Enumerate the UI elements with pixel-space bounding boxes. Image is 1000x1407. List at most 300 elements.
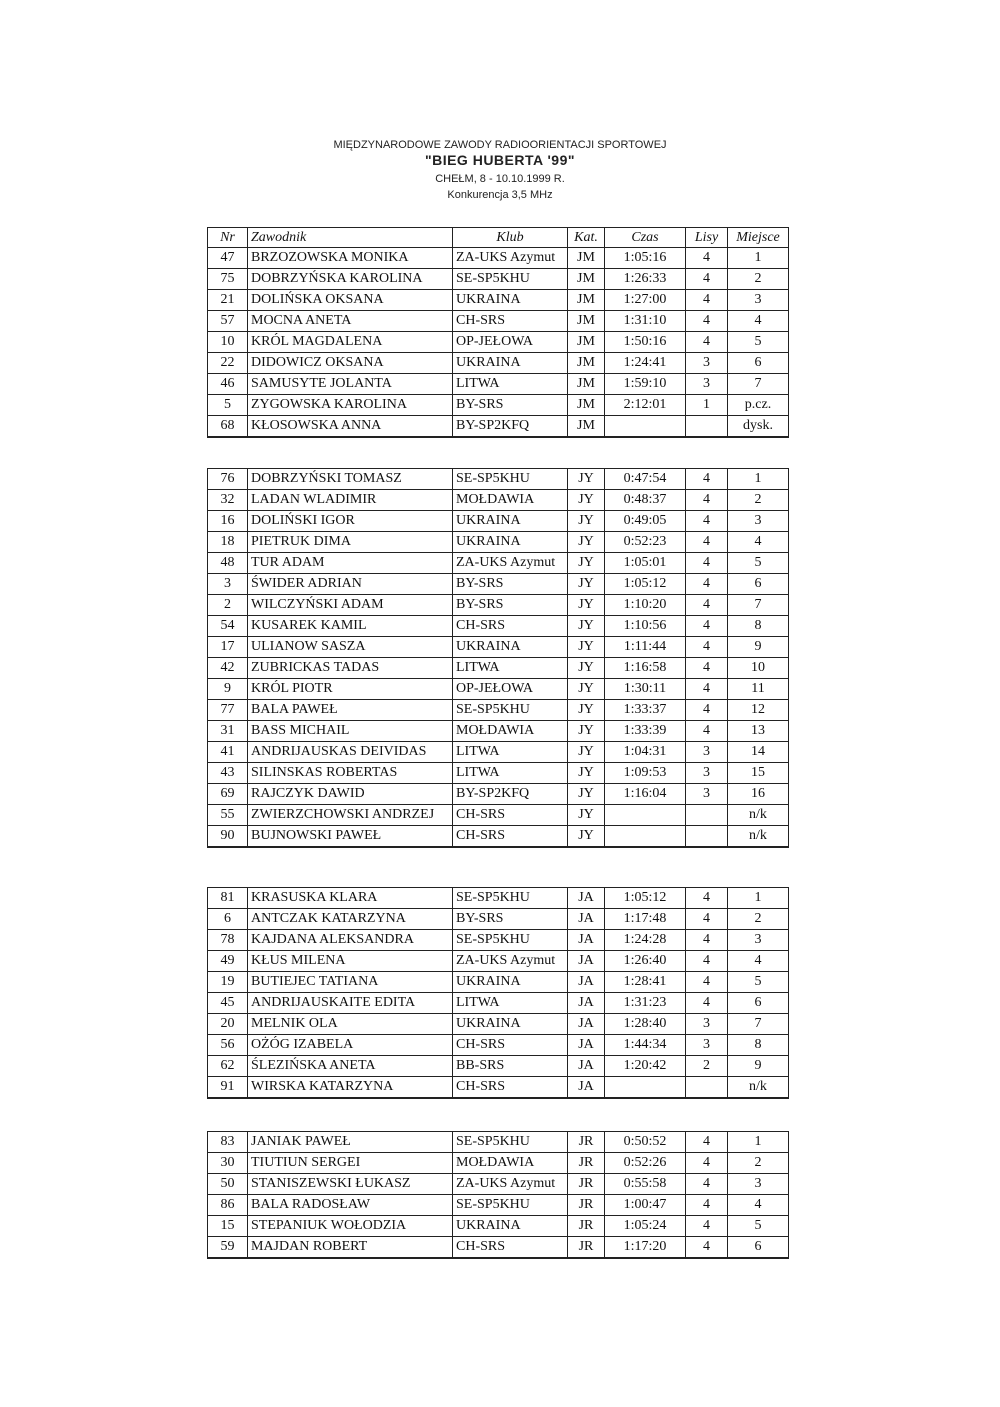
cell-lisy	[686, 416, 728, 438]
table-row	[208, 332, 789, 353]
event-place-date: CHEŁM, 8 - 10.10.1999 R.	[435, 173, 565, 185]
cell-lisy: 4	[686, 332, 728, 353]
cell-lisy: 4	[686, 1216, 728, 1237]
cell-lisy: 4	[686, 1153, 728, 1174]
cell-czas: 1:05:12	[605, 888, 686, 909]
cell-zawodnik: MELNIK OLA	[248, 1014, 453, 1035]
cell-lisy: 4	[686, 930, 728, 951]
event-name: "BIEG HUBERTA '99"	[424, 152, 576, 168]
cell-lisy: 4	[686, 311, 728, 332]
cell-nr: 47	[208, 248, 248, 269]
cell-kat: JY	[568, 532, 605, 553]
cell-zawodnik: ANDRIJAUSKAS DEIVIDAS	[248, 742, 453, 763]
cell-miejsce: 10	[728, 658, 789, 679]
cell-nr: 49	[208, 951, 248, 972]
cell-zawodnik: KŁOSOWSKA ANNA	[248, 416, 453, 438]
cell-zawodnik: STEPANIUK WOŁODZIA	[248, 1216, 453, 1237]
cell-miejsce: 1	[728, 248, 789, 269]
cell-miejsce: 1	[728, 888, 789, 909]
column-header-nr: Nr	[208, 228, 248, 248]
cell-lisy: 3	[686, 353, 728, 374]
table-row	[208, 972, 789, 993]
cell-zawodnik: JANIAK PAWEŁ	[248, 1132, 453, 1153]
cell-kat: JY	[568, 742, 605, 763]
cell-zawodnik: TIUTIUN SERGEI	[248, 1153, 453, 1174]
cell-zawodnik: BASS MICHAIL	[248, 721, 453, 742]
cell-miejsce: 1	[728, 469, 789, 490]
cell-lisy: 4	[686, 1174, 728, 1195]
cell-klub: LITWA	[453, 658, 568, 679]
cell-lisy: 3	[686, 1035, 728, 1056]
cell-klub: LITWA	[453, 763, 568, 784]
cell-kat: JM	[568, 395, 605, 416]
cell-lisy	[686, 1077, 728, 1099]
cell-kat: JY	[568, 721, 605, 742]
cell-miejsce: 9	[728, 1056, 789, 1077]
cell-kat: JY	[568, 805, 605, 826]
cell-miejsce: 12	[728, 700, 789, 721]
table-row	[208, 395, 789, 416]
cell-miejsce: 11	[728, 679, 789, 700]
cell-kat: JY	[568, 826, 605, 848]
cell-klub: MOŁDAWIA	[453, 721, 568, 742]
cell-nr: 31	[208, 721, 248, 742]
table-row	[208, 1077, 789, 1099]
cell-kat: JY	[568, 595, 605, 616]
cell-nr: 62	[208, 1056, 248, 1077]
table-row	[208, 511, 789, 532]
cell-klub: SE-SP5KHU	[453, 269, 568, 290]
cell-zawodnik: WIRSKA KATARZYNA	[248, 1077, 453, 1099]
cell-zawodnik: MAJDAN ROBERT	[248, 1237, 453, 1259]
cell-klub: LITWA	[453, 742, 568, 763]
cell-czas: 1:05:16	[605, 248, 686, 269]
table-row	[208, 637, 789, 658]
cell-czas: 0:48:37	[605, 490, 686, 511]
cell-zawodnik: SAMUSYTE JOLANTA	[248, 374, 453, 395]
cell-zawodnik: MOCNA ANETA	[248, 311, 453, 332]
cell-zawodnik: ANDRIJAUSKAITE EDITA	[248, 993, 453, 1014]
cell-klub: ZA-UKS Azymut	[453, 248, 568, 269]
cell-zawodnik: DOLIŃSKA OKSANA	[248, 290, 453, 311]
cell-klub: CH-SRS	[453, 311, 568, 332]
column-header-miejsce: Miejsce	[728, 228, 789, 248]
table-row	[208, 1216, 789, 1237]
cell-zawodnik: WILCZYŃSKI ADAM	[248, 595, 453, 616]
cell-klub: OP-JEŁOWA	[453, 332, 568, 353]
cell-nr: 43	[208, 763, 248, 784]
cell-klub: UKRAINA	[453, 637, 568, 658]
cell-nr: 20	[208, 1014, 248, 1035]
table-row	[208, 248, 789, 269]
cell-lisy: 4	[686, 248, 728, 269]
cell-czas: 1:33:37	[605, 700, 686, 721]
cell-czas: 1:10:56	[605, 616, 686, 637]
cell-lisy: 4	[686, 490, 728, 511]
cell-nr: 17	[208, 637, 248, 658]
cell-kat: JY	[568, 637, 605, 658]
cell-klub: BY-SRS	[453, 574, 568, 595]
cell-czas: 2:12:01	[605, 395, 686, 416]
table-row	[208, 269, 789, 290]
cell-nr: 15	[208, 1216, 248, 1237]
cell-czas	[605, 416, 686, 438]
cell-miejsce: 13	[728, 721, 789, 742]
table-row	[208, 826, 789, 848]
cell-zawodnik: BALA PAWEŁ	[248, 700, 453, 721]
cell-zawodnik: RAJCZYK DAWID	[248, 784, 453, 805]
cell-klub: UKRAINA	[453, 972, 568, 993]
cell-czas: 1:28:40	[605, 1014, 686, 1035]
cell-czas: 1:11:44	[605, 637, 686, 658]
cell-klub: BY-SP2KFQ	[453, 784, 568, 805]
cell-kat: JY	[568, 511, 605, 532]
cell-klub: UKRAINA	[453, 290, 568, 311]
cell-klub: MOŁDAWIA	[453, 1153, 568, 1174]
cell-nr: 32	[208, 490, 248, 511]
cell-nr: 57	[208, 311, 248, 332]
cell-miejsce: 6	[728, 993, 789, 1014]
cell-lisy: 4	[686, 290, 728, 311]
cell-zawodnik: DOBRZYŃSKA KAROLINA	[248, 269, 453, 290]
cell-zawodnik: ZYGOWSKA KAROLINA	[248, 395, 453, 416]
cell-lisy: 4	[686, 679, 728, 700]
cell-lisy: 4	[686, 637, 728, 658]
cell-czas: 1:26:33	[605, 269, 686, 290]
cell-klub: SE-SP5KHU	[453, 700, 568, 721]
table-row	[208, 616, 789, 637]
cell-czas: 1:16:04	[605, 784, 686, 805]
cell-zawodnik: OŻÓG IZABELA	[248, 1035, 453, 1056]
cell-kat: JA	[568, 1035, 605, 1056]
cell-czas: 1:24:41	[605, 353, 686, 374]
cell-czas: 1:31:10	[605, 311, 686, 332]
cell-kat: JY	[568, 616, 605, 637]
cell-czas: 1:20:42	[605, 1056, 686, 1077]
cell-czas: 1:17:20	[605, 1237, 686, 1259]
cell-miejsce: 5	[728, 1216, 789, 1237]
table-row	[208, 951, 789, 972]
cell-klub: BY-SRS	[453, 909, 568, 930]
cell-miejsce: 5	[728, 553, 789, 574]
table-header-row	[208, 228, 789, 248]
cell-kat: JR	[568, 1132, 605, 1153]
column-header-lisy: Lisy	[686, 228, 728, 248]
cell-miejsce: 8	[728, 1035, 789, 1056]
table-row	[208, 1014, 789, 1035]
cell-klub: CH-SRS	[453, 616, 568, 637]
cell-miejsce: 15	[728, 763, 789, 784]
cell-nr: 41	[208, 742, 248, 763]
cell-zawodnik: BRZOZOWSKA MONIKA	[248, 248, 453, 269]
cell-zawodnik: DOLIŃSKI IGOR	[248, 511, 453, 532]
cell-kat: JY	[568, 763, 605, 784]
cell-kat: JR	[568, 1153, 605, 1174]
cell-czas: 1:30:11	[605, 679, 686, 700]
cell-nr: 77	[208, 700, 248, 721]
cell-czas: 1:33:39	[605, 721, 686, 742]
cell-czas	[605, 1077, 686, 1099]
cell-miejsce: 7	[728, 595, 789, 616]
cell-klub: BY-SRS	[453, 395, 568, 416]
cell-miejsce: 2	[728, 909, 789, 930]
cell-czas: 0:50:52	[605, 1132, 686, 1153]
event-competition: Konkurencja 3,5 MHz	[447, 189, 553, 201]
cell-klub: UKRAINA	[453, 532, 568, 553]
cell-zawodnik: DOBRZYŃSKI TOMASZ	[248, 469, 453, 490]
cell-klub: ZA-UKS Azymut	[453, 1174, 568, 1195]
cell-kat: JM	[568, 416, 605, 438]
cell-klub: OP-JEŁOWA	[453, 679, 568, 700]
cell-kat: JR	[568, 1195, 605, 1216]
table-row	[208, 784, 789, 805]
cell-miejsce: 4	[728, 311, 789, 332]
cell-lisy: 3	[686, 763, 728, 784]
cell-lisy: 3	[686, 1014, 728, 1035]
cell-zawodnik: PIETRUK DIMA	[248, 532, 453, 553]
cell-zawodnik: ŚWIDER ADRIAN	[248, 574, 453, 595]
cell-czas: 0:55:58	[605, 1174, 686, 1195]
cell-czas: 1:27:00	[605, 290, 686, 311]
cell-kat: JR	[568, 1237, 605, 1259]
table-row	[208, 374, 789, 395]
cell-kat: JM	[568, 269, 605, 290]
cell-kat: JY	[568, 679, 605, 700]
table-row	[208, 805, 789, 826]
cell-klub: CH-SRS	[453, 1035, 568, 1056]
cell-kat: JM	[568, 311, 605, 332]
cell-lisy: 4	[686, 721, 728, 742]
cell-lisy: 4	[686, 532, 728, 553]
cell-zawodnik: KRÓL MAGDALENA	[248, 332, 453, 353]
cell-klub: BY-SP2KFQ	[453, 416, 568, 438]
cell-czas: 0:47:54	[605, 469, 686, 490]
table-row	[208, 490, 789, 511]
cell-nr: 22	[208, 353, 248, 374]
cell-czas: 1:05:01	[605, 553, 686, 574]
cell-lisy: 3	[686, 374, 728, 395]
cell-miejsce: 6	[728, 1237, 789, 1259]
cell-kat: JY	[568, 658, 605, 679]
cell-nr: 48	[208, 553, 248, 574]
cell-lisy: 4	[686, 1237, 728, 1259]
column-header-klub: Klub	[453, 228, 568, 248]
cell-kat: JM	[568, 290, 605, 311]
column-header-czas: Czas	[605, 228, 686, 248]
cell-klub: SE-SP5KHU	[453, 930, 568, 951]
results-table-jy	[207, 468, 789, 848]
cell-kat: JR	[568, 1216, 605, 1237]
cell-lisy	[686, 805, 728, 826]
cell-lisy: 3	[686, 784, 728, 805]
cell-nr: 83	[208, 1132, 248, 1153]
cell-miejsce: 16	[728, 784, 789, 805]
cell-nr: 9	[208, 679, 248, 700]
cell-miejsce: dysk.	[728, 416, 789, 438]
table-row	[208, 290, 789, 311]
cell-nr: 69	[208, 784, 248, 805]
cell-klub: SE-SP5KHU	[453, 1132, 568, 1153]
cell-nr: 56	[208, 1035, 248, 1056]
cell-zawodnik: ANTCZAK KATARZYNA	[248, 909, 453, 930]
cell-zawodnik: KUSAREK KAMIL	[248, 616, 453, 637]
cell-miejsce: 5	[728, 972, 789, 993]
cell-klub: CH-SRS	[453, 826, 568, 848]
table-row	[208, 993, 789, 1014]
table-row	[208, 721, 789, 742]
cell-klub: UKRAINA	[453, 1216, 568, 1237]
cell-lisy: 1	[686, 395, 728, 416]
cell-czas: 1:17:48	[605, 909, 686, 930]
table-row	[208, 1237, 789, 1259]
cell-czas: 1:05:24	[605, 1216, 686, 1237]
cell-nr: 86	[208, 1195, 248, 1216]
cell-zawodnik: ZWIERZCHOWSKI ANDRZEJ	[248, 805, 453, 826]
cell-kat: JY	[568, 490, 605, 511]
cell-czas: 1:16:58	[605, 658, 686, 679]
cell-nr: 54	[208, 616, 248, 637]
cell-kat: JR	[568, 1174, 605, 1195]
cell-kat: JM	[568, 374, 605, 395]
cell-czas: 0:49:05	[605, 511, 686, 532]
cell-czas: 1:50:16	[605, 332, 686, 353]
cell-kat: JY	[568, 469, 605, 490]
cell-miejsce: 6	[728, 353, 789, 374]
table-row	[208, 742, 789, 763]
cell-lisy: 3	[686, 742, 728, 763]
cell-lisy: 4	[686, 1195, 728, 1216]
table-row	[208, 532, 789, 553]
cell-kat: JY	[568, 553, 605, 574]
results-table-jr	[207, 1131, 789, 1259]
cell-nr: 2	[208, 595, 248, 616]
cell-klub: CH-SRS	[453, 805, 568, 826]
table-row	[208, 888, 789, 909]
table-row	[208, 1056, 789, 1077]
cell-klub: ZA-UKS Azymut	[453, 553, 568, 574]
cell-zawodnik: ZUBRICKAS TADAS	[248, 658, 453, 679]
cell-kat: JM	[568, 248, 605, 269]
cell-zawodnik: BALA RADOSŁAW	[248, 1195, 453, 1216]
cell-klub: SE-SP5KHU	[453, 469, 568, 490]
cell-miejsce: 5	[728, 332, 789, 353]
cell-czas: 1:00:47	[605, 1195, 686, 1216]
cell-miejsce: n/k	[728, 826, 789, 848]
cell-lisy: 4	[686, 595, 728, 616]
table-row	[208, 658, 789, 679]
cell-nr: 91	[208, 1077, 248, 1099]
cell-nr: 81	[208, 888, 248, 909]
cell-czas: 0:52:26	[605, 1153, 686, 1174]
cell-klub: ZA-UKS Azymut	[453, 951, 568, 972]
cell-czas: 1:26:40	[605, 951, 686, 972]
cell-lisy: 4	[686, 993, 728, 1014]
cell-nr: 55	[208, 805, 248, 826]
cell-czas: 1:31:23	[605, 993, 686, 1014]
cell-nr: 42	[208, 658, 248, 679]
cell-kat: JA	[568, 951, 605, 972]
cell-kat: JA	[568, 993, 605, 1014]
cell-lisy: 4	[686, 658, 728, 679]
cell-zawodnik: KRASUSKA KLARA	[248, 888, 453, 909]
cell-miejsce: 6	[728, 574, 789, 595]
cell-miejsce: 7	[728, 374, 789, 395]
column-header-kat: Kat.	[568, 228, 605, 248]
cell-czas: 1:59:10	[605, 374, 686, 395]
cell-klub: SE-SP5KHU	[453, 888, 568, 909]
cell-klub: BY-SRS	[453, 595, 568, 616]
table-row	[208, 909, 789, 930]
cell-miejsce: 2	[728, 490, 789, 511]
cell-zawodnik: ULIANOW SASZA	[248, 637, 453, 658]
cell-lisy: 4	[686, 574, 728, 595]
cell-nr: 10	[208, 332, 248, 353]
cell-miejsce: 3	[728, 1174, 789, 1195]
cell-czas: 1:28:41	[605, 972, 686, 993]
cell-klub: UKRAINA	[453, 511, 568, 532]
cell-kat: JA	[568, 930, 605, 951]
cell-czas: 1:04:31	[605, 742, 686, 763]
cell-zawodnik: TUR ADAM	[248, 553, 453, 574]
cell-miejsce: 2	[728, 269, 789, 290]
cell-lisy: 4	[686, 700, 728, 721]
cell-nr: 30	[208, 1153, 248, 1174]
cell-nr: 59	[208, 1237, 248, 1259]
table-row	[208, 1195, 789, 1216]
cell-klub: UKRAINA	[453, 353, 568, 374]
cell-lisy: 2	[686, 1056, 728, 1077]
cell-kat: JM	[568, 332, 605, 353]
cell-zawodnik: STANISZEWSKI ŁUKASZ	[248, 1174, 453, 1195]
cell-zawodnik: BUTIEJEC TATIANA	[248, 972, 453, 993]
cell-zawodnik: KRÓL PIOTR	[248, 679, 453, 700]
cell-lisy: 4	[686, 469, 728, 490]
cell-lisy: 4	[686, 972, 728, 993]
cell-klub: LITWA	[453, 993, 568, 1014]
table-row	[208, 311, 789, 332]
cell-kat: JY	[568, 574, 605, 595]
cell-kat: JA	[568, 909, 605, 930]
cell-lisy: 4	[686, 888, 728, 909]
cell-czas: 1:24:28	[605, 930, 686, 951]
cell-zawodnik: SILINSKAS ROBERTAS	[248, 763, 453, 784]
table-row	[208, 1132, 789, 1153]
cell-czas: 1:10:20	[605, 595, 686, 616]
cell-nr: 75	[208, 269, 248, 290]
table-row	[208, 353, 789, 374]
cell-nr: 16	[208, 511, 248, 532]
cell-nr: 76	[208, 469, 248, 490]
cell-kat: JA	[568, 1077, 605, 1099]
cell-kat: JA	[568, 1056, 605, 1077]
cell-lisy: 4	[686, 553, 728, 574]
cell-miejsce: 4	[728, 1195, 789, 1216]
cell-nr: 90	[208, 826, 248, 848]
table-row	[208, 595, 789, 616]
cell-kat: JY	[568, 784, 605, 805]
cell-miejsce: 1	[728, 1132, 789, 1153]
cell-lisy: 4	[686, 1132, 728, 1153]
cell-kat: JA	[568, 888, 605, 909]
table-row	[208, 700, 789, 721]
cell-nr: 45	[208, 993, 248, 1014]
cell-nr: 3	[208, 574, 248, 595]
column-header-zawodnik: Zawodnik	[248, 228, 453, 248]
cell-miejsce: 9	[728, 637, 789, 658]
table-row	[208, 1035, 789, 1056]
cell-klub: UKRAINA	[453, 1014, 568, 1035]
cell-miejsce: 4	[728, 532, 789, 553]
